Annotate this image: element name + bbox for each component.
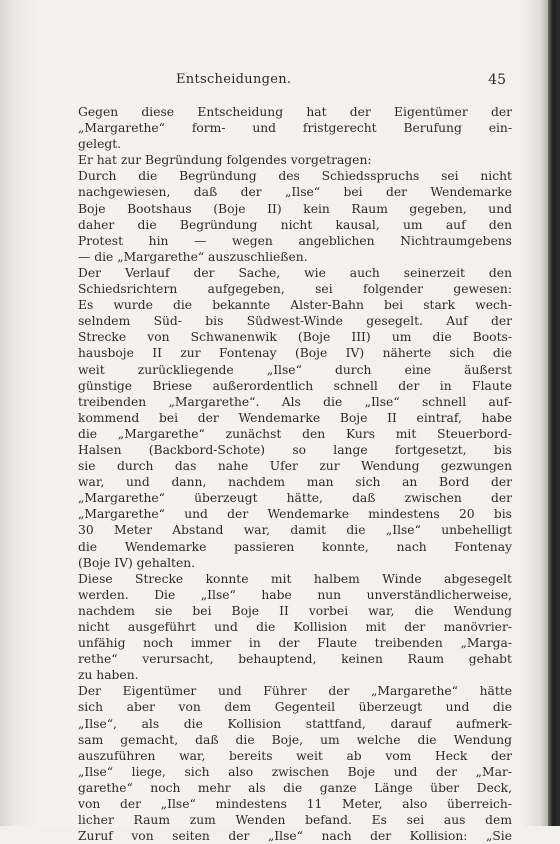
text-line: Durch die Begründung des Schiedsspruchs sei nicht: [78, 169, 512, 184]
text-line: nachdem sie bei Boje II vorbei war, die Wendung: [78, 603, 512, 618]
text-line: Er hat zur Begründung folgendes vorgetragen:: [78, 153, 372, 168]
text-line: „Ilse“, als die Kollision stattfand, darauf aufmerk-: [78, 716, 512, 731]
text-line: Boje Bootshaus (Boje II) kein Raum gegeben, und: [78, 201, 512, 216]
text-line: „Margarethe“ form- und fristgerecht Berufung ein-: [78, 121, 512, 136]
text-line: (Boje IV) gehalten.: [78, 555, 196, 570]
body-text: [78, 104, 512, 844]
text-line: Der Verlauf der Sache, wie auch seinerzeit den: [78, 265, 512, 280]
page-header: [78, 72, 506, 92]
text-line: von der „Ilse“ mindestens 11 Meter, also überreich-: [78, 797, 512, 812]
text-line: Gegen diese Entscheidung hat der Eigentümer der: [78, 105, 512, 119]
page-number: 45: [488, 72, 506, 88]
text-line: kommend bei der Wendemarke Boje II eintraf, habe: [78, 410, 512, 425]
text-line: licher Raum zum Wenden befand. Es sei aus dem: [78, 813, 512, 828]
text-line: gelegt.: [78, 137, 122, 152]
running-title: Entscheidungen.: [176, 72, 292, 87]
text-line: Der Eigentümer und Führer der „Margarethe“ hätte: [78, 684, 512, 699]
text-line: rethe“ verursacht, behauptend, keinen Raum gehabt: [78, 652, 512, 667]
text-line: — die „Margarethe“ auszuschließen.: [78, 249, 308, 264]
text-line: Protest hin — wegen angeblichen Nichtraumgebens: [78, 233, 512, 248]
text-line: Zuruf von seiten der „Ilse“ nach der Kollision: „Sie: [78, 829, 512, 844]
text-line: nicht ausgeführt und die Kollision mit der manövrier-: [78, 620, 512, 634]
text-line: war, und dann, nachdem man sich an Bord der: [78, 475, 512, 490]
book-spine-edge: [548, 0, 560, 826]
text-line: hausboje II zur Fontenay (Boje IV) näherte sich die: [78, 346, 512, 361]
text-line: sich aber von dem Gegenteil überzeugt und die: [78, 700, 512, 715]
text-line: weit zurückliegende „Ilse“ durch eine äußerst: [78, 362, 512, 377]
text-line: „Ilse“ liege, sich also zwischen Boje und der „Mar-: [78, 764, 512, 779]
text-line: sam gemacht, daß die Boje, um welche die Wendung: [78, 732, 512, 747]
text-line: die Wendemarke passieren konnte, nach Fontenay: [78, 539, 512, 554]
text-line: Strecke von Schwanenwik (Boje III) um die Boots-: [78, 330, 512, 345]
text-line: selndem Süd- bis Südwest-Winde gesegelt. Auf der: [78, 314, 512, 329]
text-line: die „Margarethe“ zunächst den Kurs mit Steuerbord-: [78, 426, 512, 441]
text-line: 30 Meter Abstand war, damit die „Ilse“ unbehelligt: [78, 523, 512, 538]
text-line: garethe“ noch mehr als die ganze Länge über Deck,: [78, 780, 512, 795]
text-line: auszuführen war, bereits weit ab vom Heck der: [78, 748, 512, 763]
text-line: Es wurde die bekannte Alster-Bahn bei stark wech-: [78, 298, 512, 313]
text-line: „Margarethe“ und der Wendemarke mindestens 20 bis: [78, 507, 512, 522]
text-line: zu haben.: [78, 668, 139, 683]
text-line: Schiedsrichtern aufgegeben, sei folgender gewesen:: [78, 282, 512, 297]
text-line: „Margarethe“ überzeugt hätte, daß zwischen der: [78, 491, 512, 506]
text-line: Diese Strecke konnte mit halbem Winde abgesegelt: [78, 571, 512, 586]
text-line: nachgewiesen, daß der „Ilse“ bei der Wendemarke: [78, 185, 512, 200]
text-line: sie durch das nahe Ufer zur Wendung gezwungen: [78, 459, 512, 474]
text-line: unfähig noch immer in der Flaute treibenden „Marga-: [78, 636, 512, 651]
text-line: daher die Begründung nicht kausal, um auf den: [78, 217, 512, 232]
text-line: günstige Briese außerordentlich schnell der in Flaute: [78, 378, 512, 393]
text-line: Halsen (Backbord-Schote) so lange fortgesetzt, bis: [78, 442, 512, 457]
text-line: werden. Die „Ilse“ habe nun unverständlicherweise,: [78, 587, 512, 602]
text-line: treibenden „Margarethe“. Als die „Ilse“ schnell auf-: [78, 394, 512, 409]
